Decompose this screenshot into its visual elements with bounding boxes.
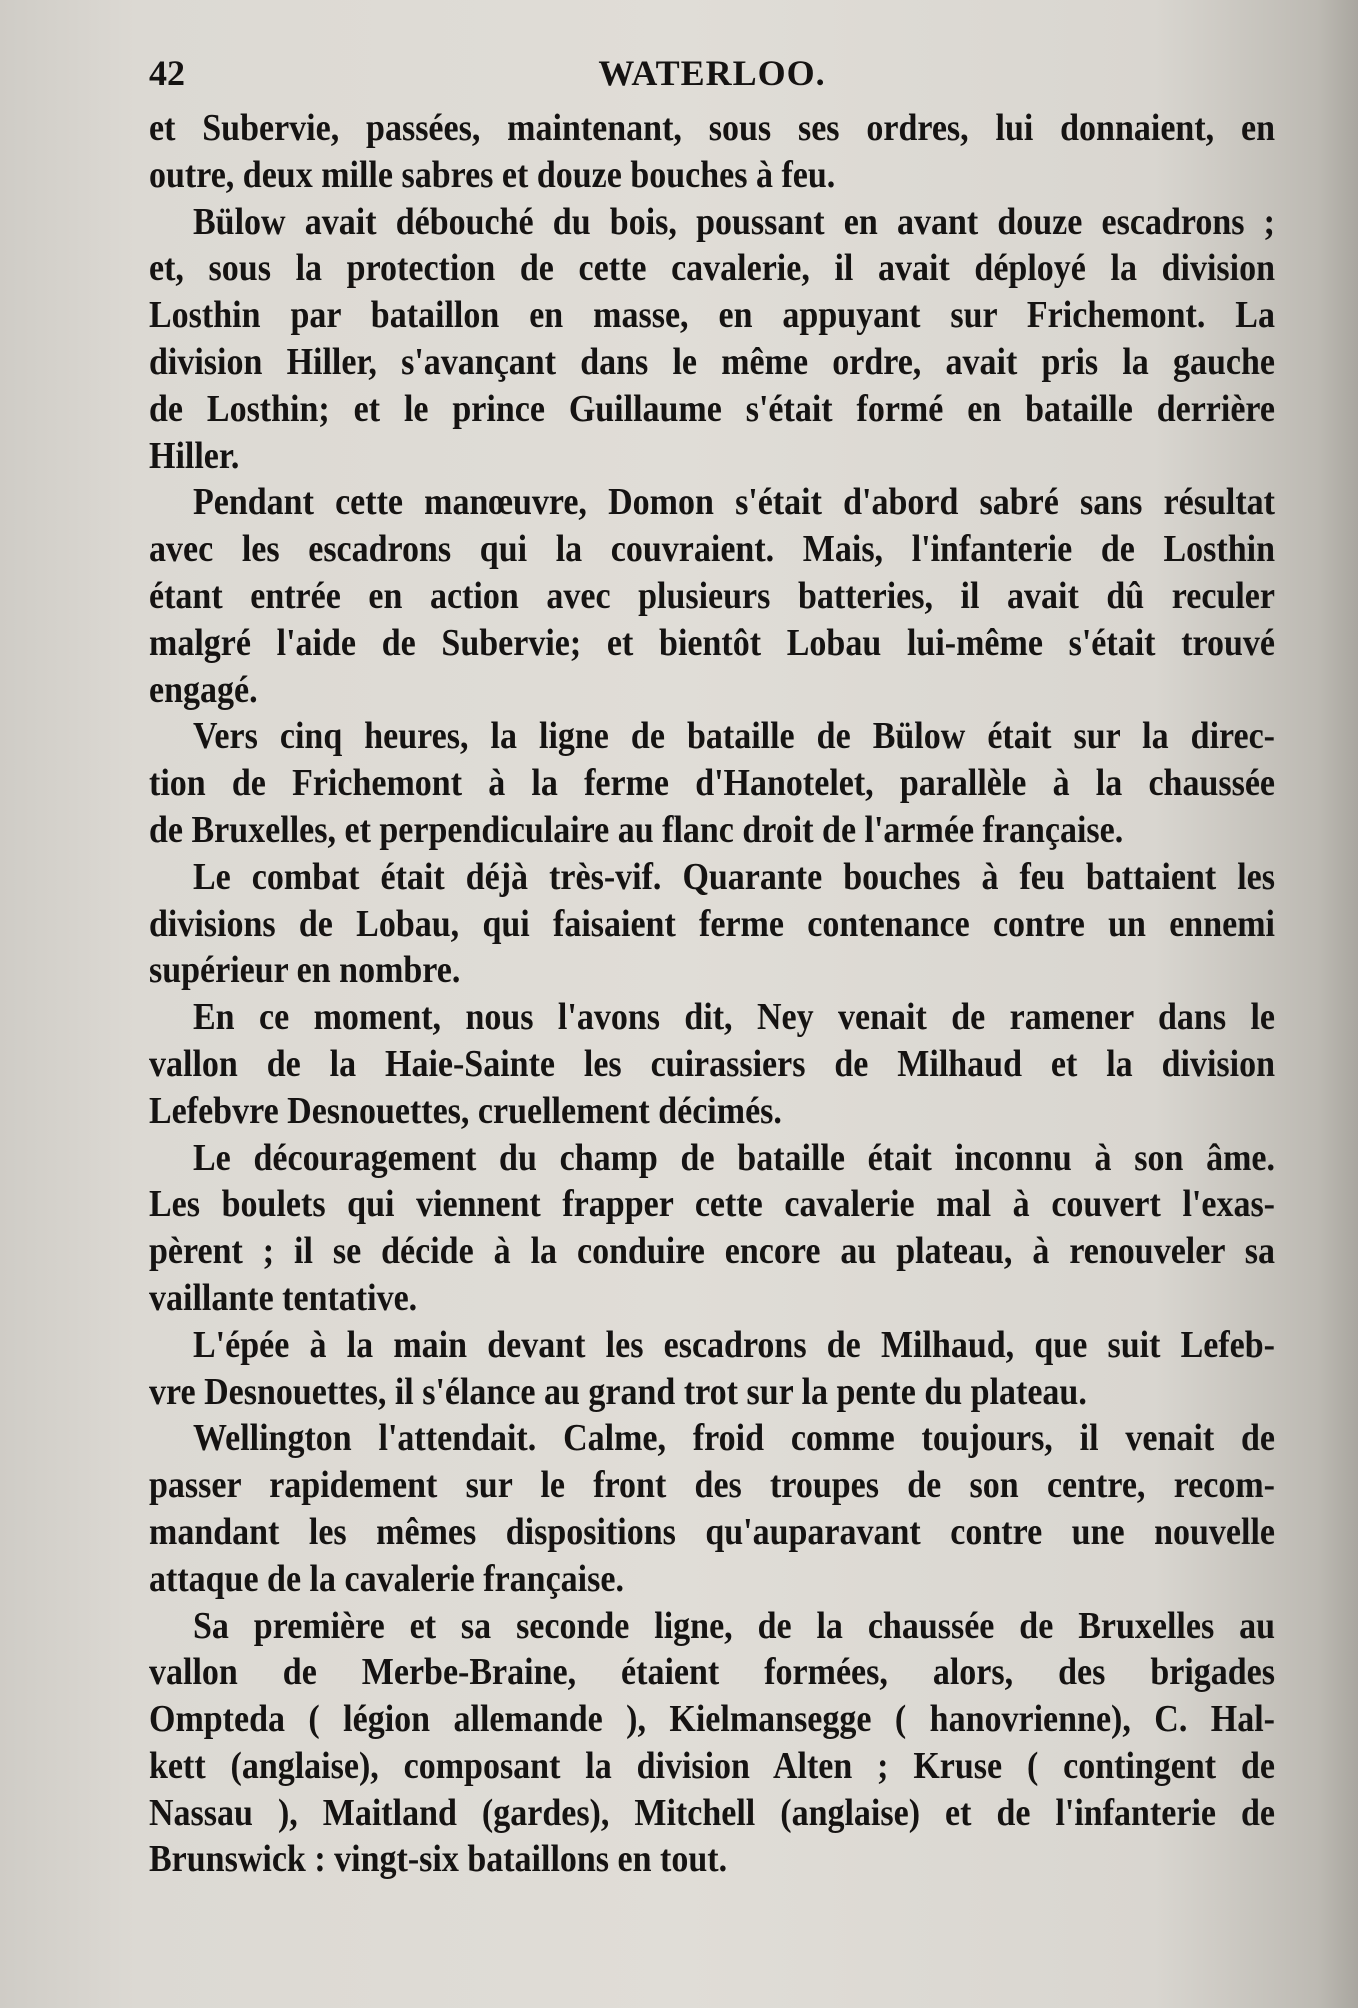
text-line: outre, deux mille sabres et douze bouches à feu. xyxy=(149,154,836,196)
paragraph xyxy=(149,1416,1275,1603)
text-line: Le découragement du champ de bataille était inconnu à son âme. xyxy=(193,1137,1275,1179)
text-line: Hiller. xyxy=(149,435,240,477)
text-line: passer rapidement sur le front des troupes de son centre, recom- xyxy=(149,1464,1275,1507)
text-line: Losthin par bataillon en masse, en appuyant sur Frichemont. La xyxy=(149,294,1275,337)
text-line: malgré l'aide de Subervie; et bientôt Lobau lui-même s'était trouvé xyxy=(149,622,1275,664)
paragraph xyxy=(149,714,1275,854)
text-line: de Bruxelles, et perpendiculaire au flanc droit de l'armée française. xyxy=(149,809,1124,852)
text-line: pèrent ; il se décide à la conduire encore au plateau, à renouveler sa xyxy=(149,1230,1275,1273)
paragraph xyxy=(149,1323,1275,1417)
text-line: Lefebvre Desnouettes, cruellement décimés. xyxy=(149,1090,782,1132)
text-line: engagé. xyxy=(149,669,258,711)
text-line: mandant les mêmes dispositions qu'auparavant contre une nouvelle xyxy=(149,1511,1275,1554)
text-line: Les boulets qui viennent frapper cette cavalerie mal à couvert l'exas- xyxy=(149,1184,1275,1226)
text-line: divisions de Lobau, qui faisaient ferme contenance contre un ennemi xyxy=(149,903,1275,945)
text-line: Vers cinq heures, la ligne de bataille de Bülow était sur la direc- xyxy=(193,716,1275,758)
text-line: et, sous la protection de cette cavalerie, il avait déployé la division xyxy=(149,248,1275,290)
text-line: vallon de la Haie-Sainte les cuirassiers de Milhaud et la division xyxy=(149,1043,1275,1086)
paragraph xyxy=(149,995,1275,1135)
text-line: Le combat était déjà très-vif. Quarante bouches à feu battaient les xyxy=(193,856,1275,898)
text-line: Pendant cette manœuvre, Domon s'était d'abord sabré sans résultat xyxy=(193,482,1275,524)
text-line: L'épée à la main devant les escadrons de Milhaud, que suit Lefeb- xyxy=(193,1324,1275,1366)
text-line: Wellington l'attendait. Calme, froid comme toujours, il venait de xyxy=(193,1417,1275,1460)
text-line: de Losthin; et le prince Guillaume s'était formé en bataille derrière xyxy=(149,388,1275,430)
page-number: 42 xyxy=(149,53,185,93)
text-line: kett (anglaise), composant la division Alten ; Kruse ( contingent de xyxy=(149,1745,1275,1788)
text-line: Brunswick : vingt-six bataillons en tout. xyxy=(149,1839,728,1881)
text-line: avec les escadrons qui la couvraient. Mais, l'infanterie de Losthin xyxy=(149,528,1275,571)
body-text xyxy=(149,106,1275,1884)
text-line: attaque de la cavalerie française. xyxy=(149,1558,624,1600)
text-line: Ompteda ( légion allemande ), Kielmansegge ( hanovrienne), C. Hal- xyxy=(149,1698,1275,1741)
paragraph xyxy=(149,855,1275,995)
text-line: Nassau ), Maitland (gardes), Mitchell (anglaise) et de l'infanterie de xyxy=(149,1792,1275,1834)
text-line: supérieur en nombre. xyxy=(149,950,461,992)
page-header xyxy=(149,52,1275,102)
paragraph xyxy=(149,480,1275,714)
text-line: division Hiller, s'avançant dans le même ordre, avait pris la gauche xyxy=(149,341,1275,384)
text-line: Bülow avait débouché du bois, poussant en avant douze escadrons ; xyxy=(193,201,1275,243)
running-title: WATERLOO. xyxy=(598,53,826,93)
text-line: vallon de Merbe-Braine, étaient formées, alors, des brigades xyxy=(149,1651,1275,1694)
text-line: tion de Frichemont à la ferme d'Hanotelet, parallèle à la chaussée xyxy=(149,762,1275,805)
text-line: En ce moment, nous l'avons dit, Ney venait de ramener dans le xyxy=(193,996,1275,1039)
paragraph xyxy=(149,1604,1275,1885)
paragraph xyxy=(149,1136,1275,1323)
text-line: vre Desnouettes, il s'élance au grand trot sur la pente du plateau. xyxy=(149,1371,1087,1413)
text-line: Sa première et sa seconde ligne, de la chaussée de Bruxelles au xyxy=(193,1605,1275,1647)
paragraph xyxy=(149,200,1275,481)
text-line: vaillante tentative. xyxy=(149,1277,418,1320)
paragraph xyxy=(149,106,1275,200)
text-line: étant entrée en action avec plusieurs batteries, il avait dû reculer xyxy=(149,575,1275,618)
text-line: et Subervie, passées, maintenant, sous ses ordres, lui donnaient, en xyxy=(149,107,1275,150)
